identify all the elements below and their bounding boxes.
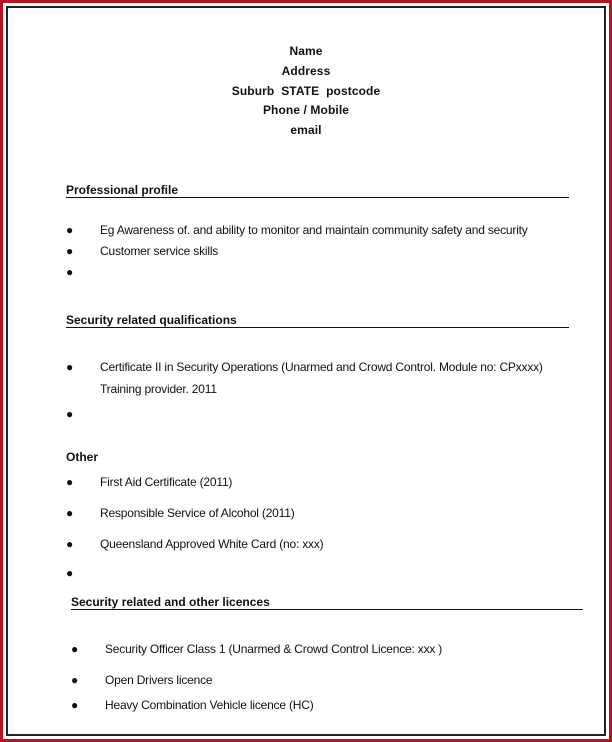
section-heading-profile: Professional profile: [66, 183, 179, 197]
bullet-icon: ●: [71, 698, 79, 712]
contact-address: Address: [281, 64, 331, 78]
bullet-icon: ●: [71, 673, 79, 687]
profile-item: Customer service skills: [100, 244, 219, 258]
other-item: Queensland Approved White Card (no: xxx): [100, 537, 324, 551]
qualification-item: Training provider. 2011: [100, 382, 217, 396]
section-rule: [66, 327, 569, 328]
bullet-icon: ●: [66, 475, 74, 489]
qualification-item: Certificate II in Security Operations (Unarmed and Crowd Control. Module no: CPxxxx): [100, 360, 543, 374]
bullet-icon: ●: [66, 244, 74, 258]
bullet-icon: ●: [66, 223, 74, 237]
bullet-icon: ●: [66, 360, 74, 374]
section-rule: [66, 197, 569, 198]
bullet-icon: ●: [66, 537, 74, 551]
other-item: Responsible Service of Alcohol (2011): [100, 506, 295, 520]
bullet-icon: ●: [66, 407, 74, 421]
profile-item: Eg Awareness of. and ability to monitor and maintain community safety and security: [100, 223, 528, 237]
contact-email: email: [290, 123, 322, 137]
bullet-icon: ●: [71, 642, 79, 656]
section-heading-other: Other: [66, 450, 99, 464]
contact-suburb: Suburb STATE postcode: [231, 84, 381, 98]
section-heading-qualifications: Security related qualifications: [66, 313, 237, 327]
other-item: First Aid Certificate (2011): [100, 475, 233, 489]
bullet-icon: ●: [66, 506, 74, 520]
bullet-icon: ●: [66, 566, 74, 580]
licence-item: Heavy Combination Vehicle licence (HC): [105, 698, 314, 712]
licence-item: Open Drivers licence: [105, 673, 213, 687]
section-rule: [71, 609, 583, 610]
contact-phone: Phone / Mobile: [262, 103, 350, 117]
licence-item: Security Officer Class 1 (Unarmed & Crowd Control Licence: xxx ): [105, 642, 443, 656]
contact-name: Name: [289, 44, 323, 58]
section-heading-licences: Security related and other licences: [71, 595, 270, 609]
bullet-icon: ●: [66, 265, 74, 279]
